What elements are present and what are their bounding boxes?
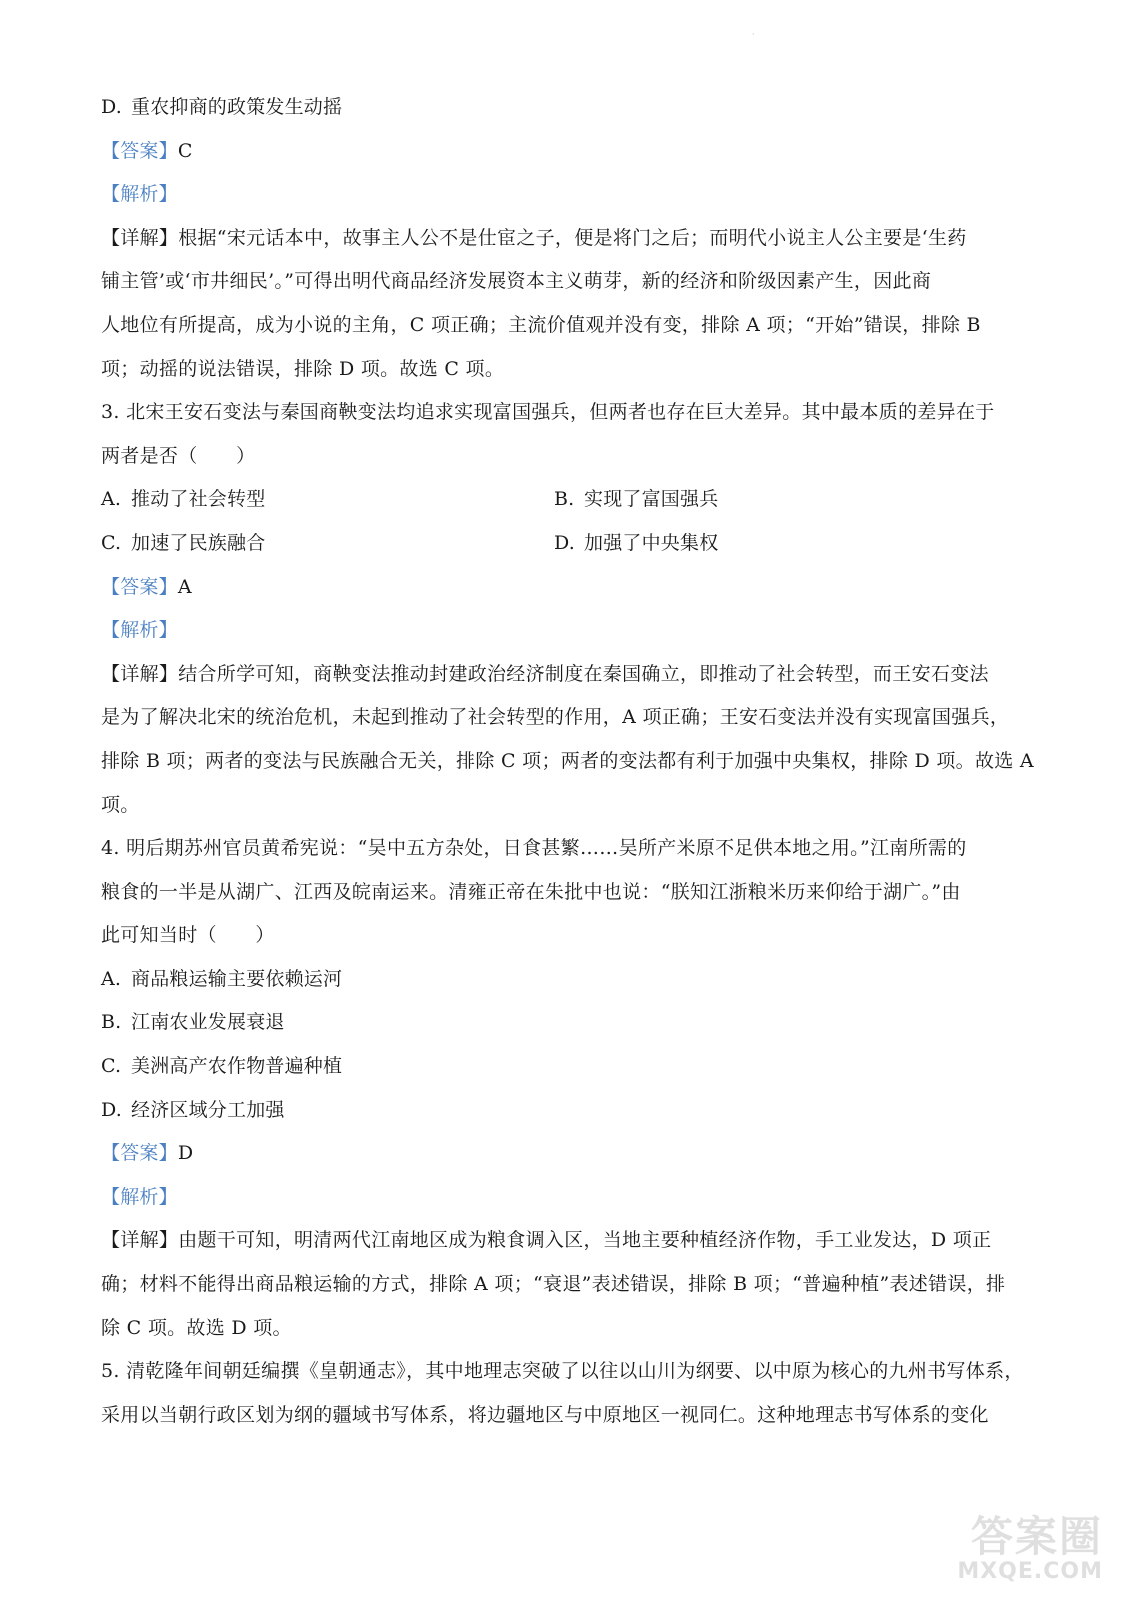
option-letter: A.: [101, 488, 122, 511]
q3-detail-line: [101, 653, 1031, 697]
q3-detail-line: 排除 B 项；两者的变法与民族融合无关，排除 C 项；两者的变法都有利于加强中央集权，排除 D 项。故选 A: [101, 749, 1034, 772]
q2-analysis: [101, 173, 1031, 217]
q4-detail-line: [101, 1219, 1031, 1263]
option-text: 商品粮运输主要依赖运河: [131, 967, 343, 990]
option-letter: B.: [554, 488, 575, 511]
detail-tag: 【详解】: [101, 226, 179, 249]
option-text: 加速了民族融合: [131, 531, 266, 554]
q4-option-d: [101, 1089, 1031, 1133]
option-letter: B.: [101, 1011, 122, 1034]
q3-option-b: [554, 478, 1007, 522]
q2-detail-line: 人地位有所提高，成为小说的主角，C 项正确；主流价值观并没有变，排除 A 项；“开始”错误，排除 B: [101, 313, 981, 336]
detail-text: 由题干可知，明清两代江南地区成为粮食调入区，当地主要种植经济作物，手工业发达，D 项正: [178, 1229, 992, 1252]
option-letter: D.: [554, 531, 575, 554]
q3-stem-line: 两者是否（ ）: [101, 444, 256, 467]
q4-detail-line: 确；材料不能得出商品粮运输的方式，排除 A 项；“衰退”表述错误，排除 B 项；“普遍种植”表述错误，排: [101, 1273, 1006, 1296]
q5-stem-line: 5. 清乾隆年间朝廷编撰《皇朝通志》，其中地理志突破了以往以山川为纲要、以中原为核心的九州书写体系，: [101, 1360, 1024, 1383]
option-text: 实现了富国强兵: [584, 488, 719, 511]
q4-analysis: [101, 1176, 1031, 1220]
detail-text: 结合所学可知，商鞅变法推动封建政治经济制度在秦国确立，即推动了社会转型，而王安石变法: [178, 662, 989, 685]
option-text: 加强了中央集权: [584, 531, 719, 554]
q3-option-d: [554, 522, 1007, 566]
site-watermark: [913, 1514, 1103, 1592]
q5-stem-line: 采用以当朝行政区划为纲的疆域书写体系，将边疆地区与中原地区一视同仁。这种地理志书写体系的变化: [101, 1403, 989, 1426]
option-text: 重农抑商的政策发生动摇: [131, 96, 343, 118]
q2-detail-line: [101, 217, 1031, 261]
watermark-url: MXQE.COM: [957, 1559, 1103, 1584]
answer-value: A: [177, 575, 192, 598]
answer-value: C: [177, 139, 193, 162]
q3-analysis: [101, 609, 1031, 653]
q3-option-a: [101, 478, 554, 522]
detail-text: 根据“宋元话本中，故事主人公不是仕宦之子，便是将门之后；而明代小说主人公主要是‘生药: [178, 226, 967, 249]
q2-answer: [101, 130, 1031, 174]
answer-tag: 【答案】: [101, 1142, 178, 1165]
option-text: 经济区域分工加强: [131, 1098, 285, 1121]
q2-detail-line: 项；动摇的说法错误，排除 D 项。故选 C 项。: [101, 357, 505, 380]
watermark-logo-text: 答案圈: [970, 1512, 1103, 1561]
q4-stem-line: 粮食的一半是从湖广、江西及皖南运来。清雍正帝在朱批中也说：“朕知江浙粮米历来仰给于湖广。”由: [101, 880, 961, 903]
detail-tag: 【详解】: [101, 662, 179, 685]
answer-value: D: [177, 1142, 194, 1165]
q4-stem-line: 4. 明后期苏州官员黄希宪说：“吴中五方杂处，日食甚繁……吴所产米原不足供本地之用。”江南所需的: [101, 837, 967, 860]
analysis-tag: 【解析】: [101, 183, 178, 206]
q4-detail-line: 除 C 项。故选 D 项。: [101, 1316, 292, 1339]
q3-options-row: [101, 522, 1031, 566]
option-letter: C.: [101, 531, 122, 554]
q2-option-d: [101, 86, 1031, 130]
q3-detail-line: 项。: [101, 793, 140, 816]
option-letter: C.: [101, 1055, 122, 1078]
page-speck: ·: [752, 30, 755, 39]
q2-detail-line: 铺主管’或‘市井细民’。”可得出明代商品经济发展资本主义萌芽，新的经济和阶级因素产生，因此商: [101, 270, 932, 293]
option-text: 推动了社会转型: [131, 488, 266, 511]
q4-option-c: [101, 1045, 1031, 1089]
analysis-tag: 【解析】: [101, 619, 178, 642]
option-text: 江南农业发展衰退: [131, 1011, 285, 1034]
q4-option-b: [101, 1001, 1031, 1045]
q4-option-a: [101, 958, 1031, 1002]
option-letter: A.: [101, 967, 122, 990]
q3-detail-line: 是为了解决北宋的统治危机，未起到推动了社会转型的作用，A 项正确；王安石变法并没有实现富国强兵，: [101, 706, 1010, 729]
q3-options-row: [101, 478, 1031, 522]
answer-tag: 【答案】: [101, 575, 178, 598]
q4-answer: [101, 1132, 1031, 1176]
document-page: [101, 86, 1034, 1437]
analysis-tag: 【解析】: [101, 1185, 178, 1208]
q3-stem-line: 3. 北宋王安石变法与秦国商鞅变法均追求实现富国强兵，但两者也存在巨大差异。其中最本质的差异在于: [101, 401, 995, 424]
option-letter: D.: [101, 96, 122, 118]
option-text: 美洲高产农作物普遍种植: [131, 1055, 343, 1078]
answer-tag: 【答案】: [101, 139, 178, 162]
q3-answer: [101, 566, 1031, 610]
q3-option-c: [101, 522, 554, 566]
q4-stem-line: 此可知当时（ ）: [101, 924, 275, 947]
detail-tag: 【详解】: [101, 1229, 179, 1252]
option-letter: D.: [101, 1098, 122, 1121]
